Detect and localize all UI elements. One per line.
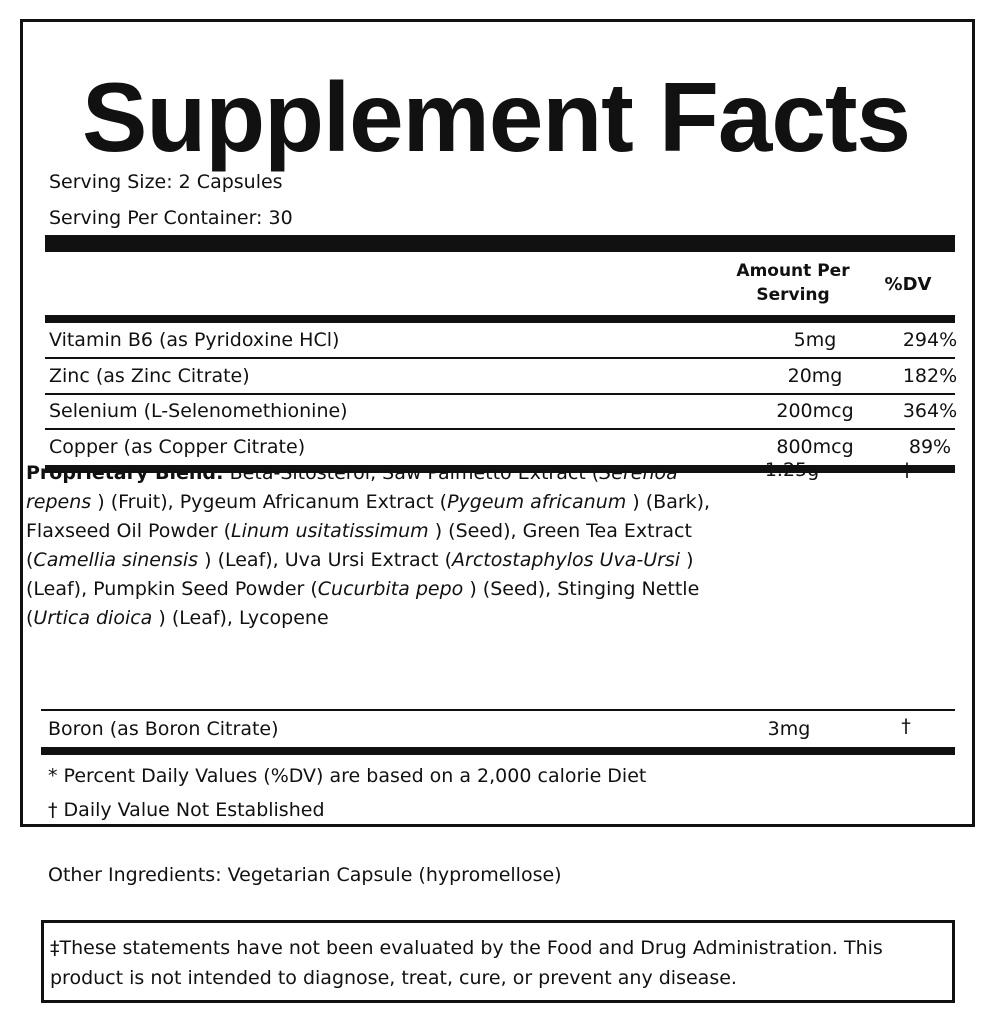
servings-per-container: Serving Per Container: 30 bbox=[49, 207, 293, 229]
amount-header-line2: Serving bbox=[756, 285, 830, 305]
blend-dv: † bbox=[902, 459, 912, 481]
header-divider bbox=[45, 315, 955, 323]
blend-text-part: ) (Leaf), Lycopene bbox=[152, 607, 329, 629]
blend-text-part: ) (Bark), Flaxseed Oil Powder ( bbox=[26, 491, 711, 542]
nutrient-name: Vitamin B6 (as Pyridoxine HCl) bbox=[49, 329, 340, 351]
table-row bbox=[45, 324, 958, 357]
panel-title: Supplement Facts bbox=[82, 62, 911, 172]
blend-latin-name: Arctostaphylos Uva-Ursi bbox=[452, 549, 681, 571]
serving-size: Serving Size: 2 Capsules bbox=[49, 171, 283, 193]
amount-header-line1: Amount Per bbox=[736, 261, 850, 281]
supplement-facts-panel bbox=[20, 19, 975, 827]
boron-top-divider bbox=[41, 709, 955, 711]
blend-latin-name: Cucurbita pepo bbox=[317, 578, 464, 600]
dv-header: %DV bbox=[884, 274, 932, 295]
blend-text-part: ) (Seed), Green Tea Extract ( bbox=[26, 520, 692, 571]
fda-disclaimer: ‡These statements have not been evaluated by the Food and Drug Administration. This product is not intended to diagnose, treat, cure, or prevent any disease. bbox=[41, 920, 955, 1003]
blend-latin-name: Serenoa repens bbox=[26, 462, 678, 513]
table-row bbox=[45, 360, 958, 393]
nutrient-dv: 294% bbox=[902, 329, 958, 351]
blend-text-part: ) (Seed), Stinging Nettle ( bbox=[26, 578, 700, 629]
blend-latin-name: Linum usitatissimum bbox=[230, 520, 429, 542]
nutrient-name: Copper (as Copper Citrate) bbox=[49, 436, 306, 458]
blend-amount: 1.25g bbox=[764, 459, 820, 481]
nutrient-name: Zinc (as Zinc Citrate) bbox=[49, 365, 250, 387]
nutrient-amount: 200mcg bbox=[776, 400, 854, 422]
amount-per-serving-header bbox=[718, 259, 868, 307]
blend-text-part: ) (Leaf), Uva Ursi Extract ( bbox=[198, 549, 453, 571]
nutrient-dv: 182% bbox=[902, 365, 958, 387]
nutrient-dv: 364% bbox=[902, 400, 958, 422]
nutrient-amount: 20mg bbox=[787, 365, 843, 387]
footnote-not-established: † Daily Value Not Established bbox=[48, 799, 325, 821]
table-row bbox=[45, 395, 958, 428]
nutrient-dv: 89% bbox=[908, 436, 952, 458]
nutrient-amount: 3mg bbox=[767, 718, 811, 740]
thick-divider bbox=[45, 235, 955, 252]
blend-text-part: ) (Fruit), Pygeum Africanum Extract ( bbox=[91, 491, 448, 513]
row-divider bbox=[45, 357, 955, 359]
table-row bbox=[41, 713, 955, 746]
proprietary-blend-text bbox=[26, 459, 726, 633]
blend-text-part: ) (Leaf), Pumpkin Seed Powder ( bbox=[26, 549, 694, 600]
row-divider bbox=[45, 428, 955, 430]
nutrient-amount: 5mg bbox=[793, 329, 837, 351]
blend-text-part: Beta-Sitosterol, Saw Palmetto Extract ( bbox=[223, 462, 600, 484]
blend-latin-name: Camellia sinensis bbox=[33, 549, 199, 571]
blend-label: Proprietary Blend: bbox=[26, 462, 224, 484]
nutrient-name: Selenium (L-Selenomethionine) bbox=[49, 400, 348, 422]
nutrient-name: Boron (as Boron Citrate) bbox=[48, 718, 279, 740]
other-ingredients: Other Ingredients: Vegetarian Capsule (hypromellose) bbox=[48, 864, 562, 886]
nutrient-amount: 800mcg bbox=[776, 436, 854, 458]
blend-latin-name: Pygeum africanum bbox=[447, 491, 627, 513]
footnote-dv: * Percent Daily Values (%DV) are based on a 2,000 calorie Diet bbox=[48, 765, 647, 787]
blend-latin-name: Urtica dioica bbox=[33, 607, 153, 629]
nutrient-dv: † bbox=[901, 715, 911, 737]
footer-divider bbox=[41, 747, 955, 755]
